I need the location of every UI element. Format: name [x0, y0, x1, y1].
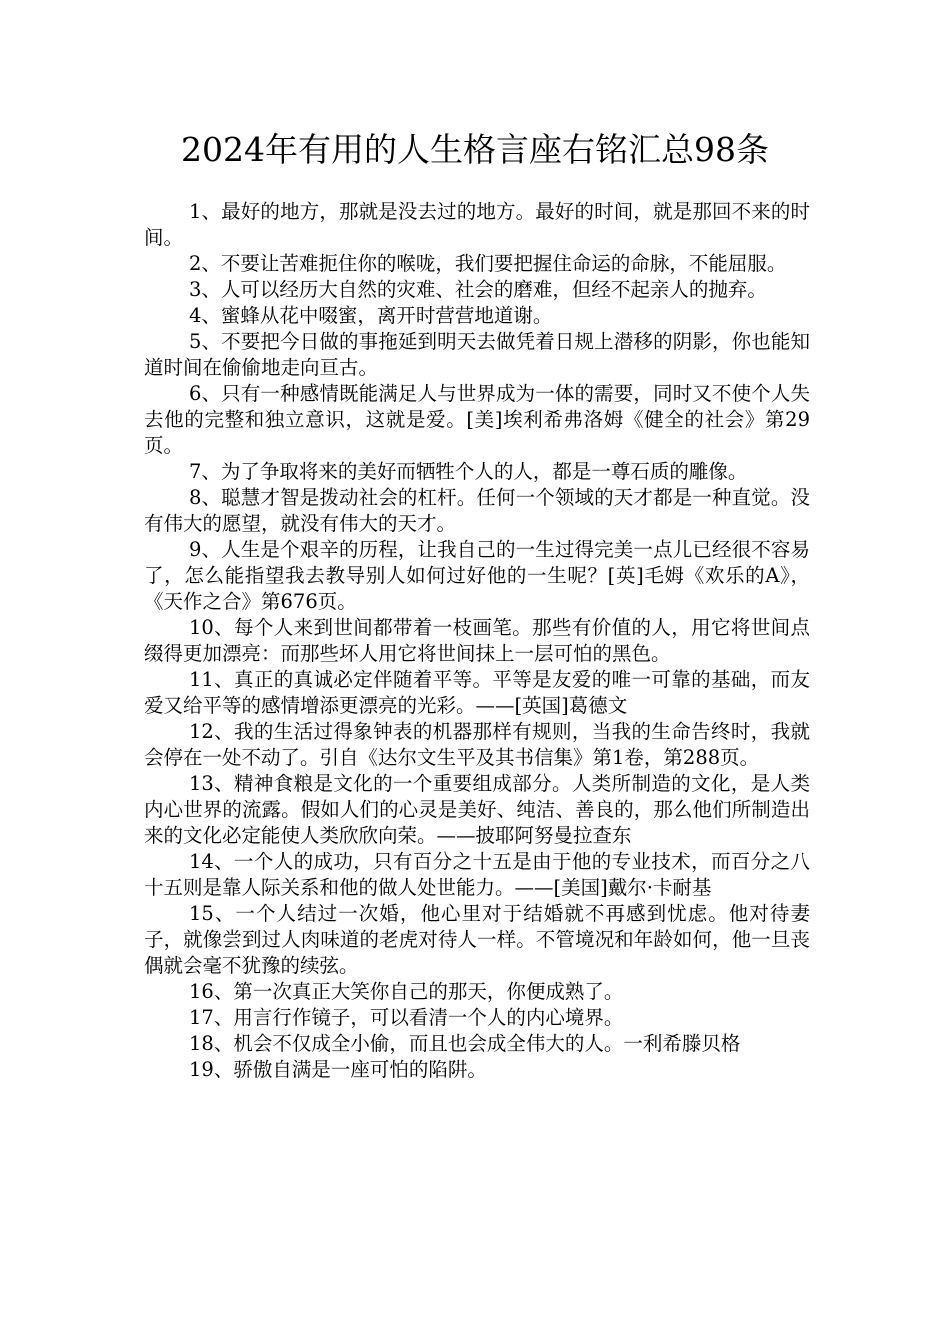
quote-paragraph: 6、只有一种感情既能满足人与世界成为一体的需要，同时又不使个人失去他的完整和独立意识，这就是爱。[美]埃利希弗洛姆《健全的社会》第29页。: [144, 382, 810, 457]
document-body: [144, 199, 810, 1083]
quote-paragraph: 4、蜜蜂从花中啜蜜，离开时营营地道谢。: [189, 304, 553, 327]
quote-paragraph: 3、人可以经历大自然的灾难、社会的磨难，但经不起亲人的抛弃。: [189, 278, 767, 301]
quote-paragraph: 13、精神食粮是文化的一个重要组成部分。人类所制造的文化，是人类内心世界的流露。假如人们的心灵是美好、纯洁、善良的，那么他们所制造出来的文化必定能使人类欣欣向荣。——披耶阿努曼拉查东: [144, 772, 810, 847]
quote-paragraph: 14、一个人的成功，只有百分之十五是由于他的专业技术，而百分之八十五则是靠人际关系和他的做人处世能力。——[美国]戴尔·卡耐基: [144, 850, 810, 899]
quote-paragraph: 11、真正的真诚必定伴随着平等。平等是友爱的唯一可靠的基础，而友爱又给平等的感情增添更漂亮的光彩。——[英国]葛德文: [144, 668, 810, 717]
quote-paragraph: 7、为了争取将来的美好而牺牲个人的人，都是一尊石质的雕像。: [189, 460, 748, 483]
quote-paragraph: 1、最好的地方，那就是没去过的地方。最好的时间，就是那回不来的时间。: [144, 200, 810, 249]
quote-paragraph: 19、骄傲自满是一座可怕的陷阱。: [189, 1058, 487, 1081]
quote-paragraph: 10、每个人来到世间都带着一枝画笔。那些有价值的人，用它将世间点缀得更加漂亮：而那些坏人用它将世间抹上一层可怕的黑色。: [144, 616, 810, 665]
quote-paragraph: 18、机会不仅成全小偷，而且也会成全伟大的人。一利希滕贝格: [189, 1032, 741, 1055]
document-title: 2024年有用的人生格言座右铭汇总98条: [181, 130, 769, 169]
quote-paragraph: 2、不要让苦难扼住你的喉咙，我们要把握住命运的命脉，不能屈服。: [189, 252, 787, 275]
quote-paragraph: 8、聪慧才智是拨动社会的杠杆。任何一个领域的天才都是一种直觉。没有伟大的愿望，就没有伟大的天才。: [144, 486, 810, 535]
quote-paragraph: 5、不要把今日做的事拖延到明天去做凭着日规上潜移的阴影，你也能知道时间在偷偷地走向亘古。: [144, 330, 810, 379]
quote-paragraph: 16、第一次真正大笑你自己的那天，你便成熟了。: [189, 980, 624, 1003]
quote-paragraph: 9、人生是个艰辛的历程，让我自己的一生过得完美一点儿已经很不容易了，怎么能指望我去教导别人如何过好他的一生呢？[英]毛姆《欢乐的A》，《天作之合》第676页。: [144, 538, 810, 613]
quote-paragraph: 17、用言行作镜子，可以看清一个人的内心境界。: [189, 1006, 624, 1029]
quote-paragraph: 12、我的生活过得象钟表的机器那样有规则，当我的生命告终时，我就会停在一处不动了。引自《达尔文生平及其书信集》第1卷，第288页。: [144, 720, 810, 769]
quote-paragraph: 15、一个人结过一次婚，他心里对于结婚就不再感到忧虑。他对待妻子，就像尝到过人肉味道的老虎对待人一样。不管境况和年龄如何，他一旦丧偶就会毫不犹豫的续弦。: [144, 902, 810, 977]
